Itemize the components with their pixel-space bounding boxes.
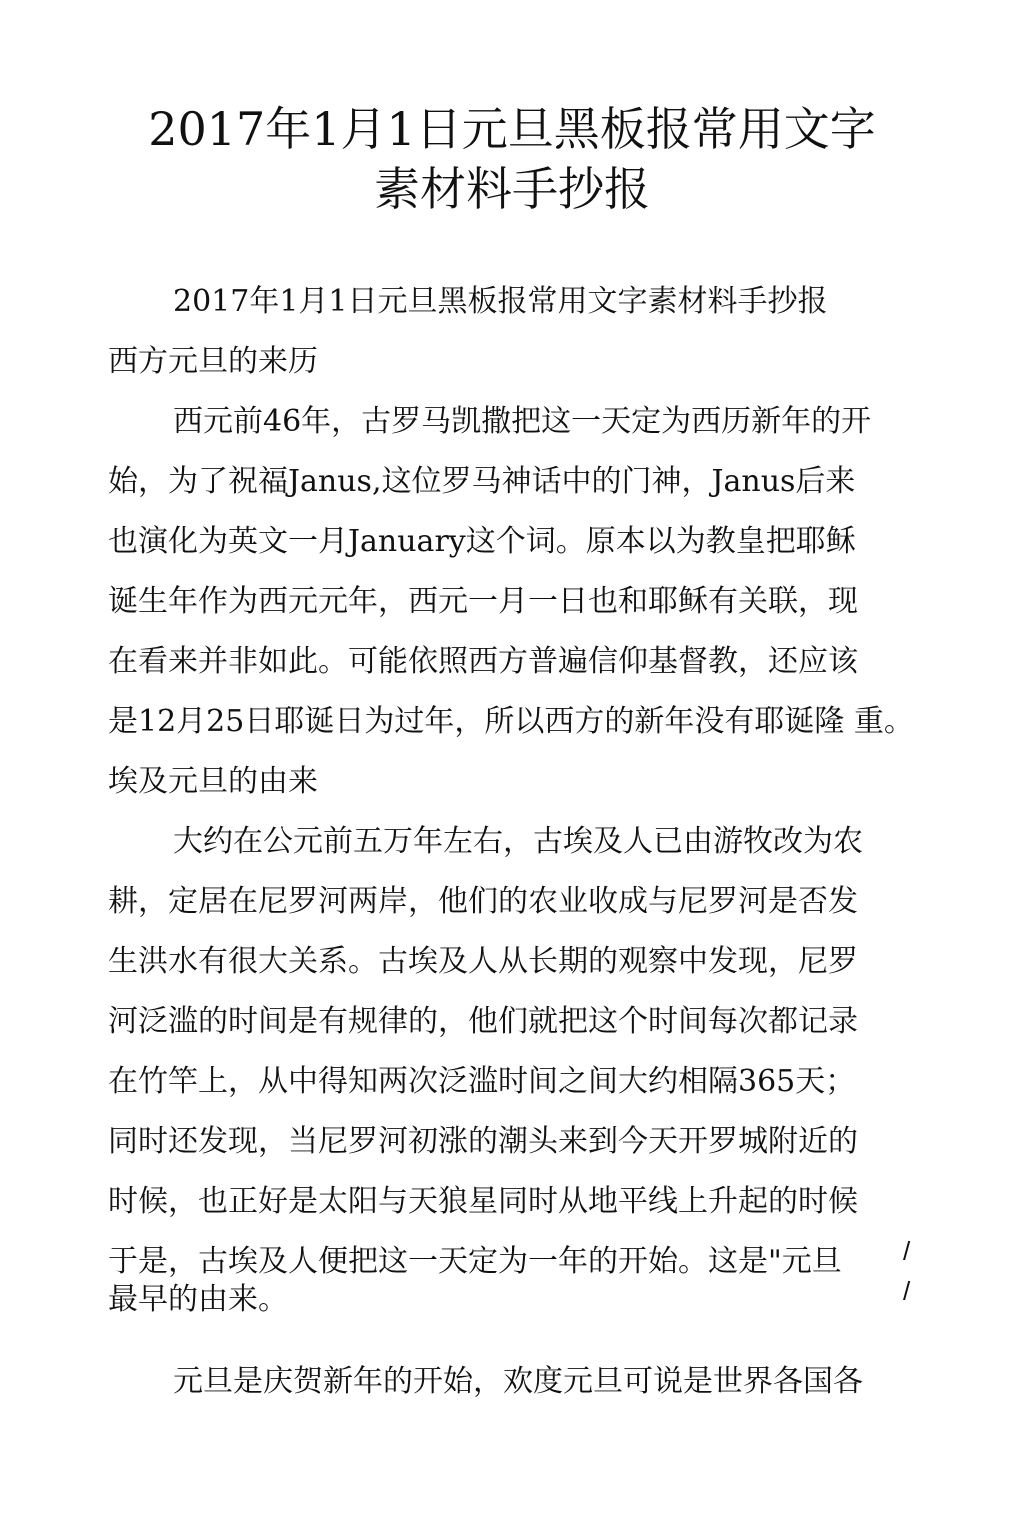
paragraph-line: 也演化为英文一月January这个词。原本以为教皇把耶稣 xyxy=(108,524,856,559)
paragraph-line: 西元前46年，古罗马凯撒把这一天定为西历新年的开 xyxy=(173,404,872,439)
paragraph-line: 始，为了祝福Janus,这位罗马神话中的门神，Janus后来 xyxy=(108,464,856,499)
paragraph-line: 于是，古埃及人便把这一天定为一年的开始。这是"元旦 xyxy=(108,1244,842,1279)
paragraph-line: 同时还发现，当尼罗河初涨的潮头来到今天开罗城附近的 xyxy=(108,1124,858,1159)
paragraph-line: 在看来并非如此。可能依照西方普遍信仰基督教，还应该 xyxy=(108,644,858,679)
document-title-line-2: 素材料手抄报 xyxy=(374,162,650,216)
paragraph-line: 河泛滥的时间是有规律的，他们就把这个时间每次都记录 xyxy=(108,1004,858,1039)
paragraph-line: 耕，定居在尼罗河两岸，他们的农业收成与尼罗河是否发 xyxy=(108,884,858,919)
paragraph-line: 时候，也正好是太阳与天狼星同时从地平线上升起的时候 xyxy=(108,1184,858,1219)
section-heading-egypt: 埃及元旦的由来 xyxy=(108,764,318,799)
paragraph-line: 最早的由来。 xyxy=(108,1282,288,1317)
section-heading-western: 西方元旦的来历 xyxy=(108,344,318,379)
margin-mark: / xyxy=(903,1276,911,1306)
paragraph-line: 在竹竿上，从中得知两次泛滥时间之间大约相隔365天； xyxy=(108,1064,856,1099)
paragraph-line: 是12月25日耶诞日为过年，所以西方的新年没有耶诞隆 重。 xyxy=(108,704,914,739)
paragraph-line: 生洪水有很大关系。古埃及人从长期的观察中发现，尼罗 xyxy=(108,944,858,979)
paragraph-line: 元旦是庆贺新年的开始，欢度元旦可说是世界各国各 xyxy=(173,1364,863,1399)
document-title-line-1: 2017年1月1日元旦黑板报常用文字 xyxy=(148,102,876,156)
margin-mark: / xyxy=(903,1236,911,1266)
subtitle-line: 2017年1月1日元旦黑板报常用文字素材料手抄报 xyxy=(173,284,828,319)
paragraph-line: 大约在公元前五万年左右，古埃及人已由游牧改为农 xyxy=(173,824,863,859)
paragraph-line: 诞生年作为西元元年，西元一月一日也和耶稣有关联，现 xyxy=(108,584,858,619)
